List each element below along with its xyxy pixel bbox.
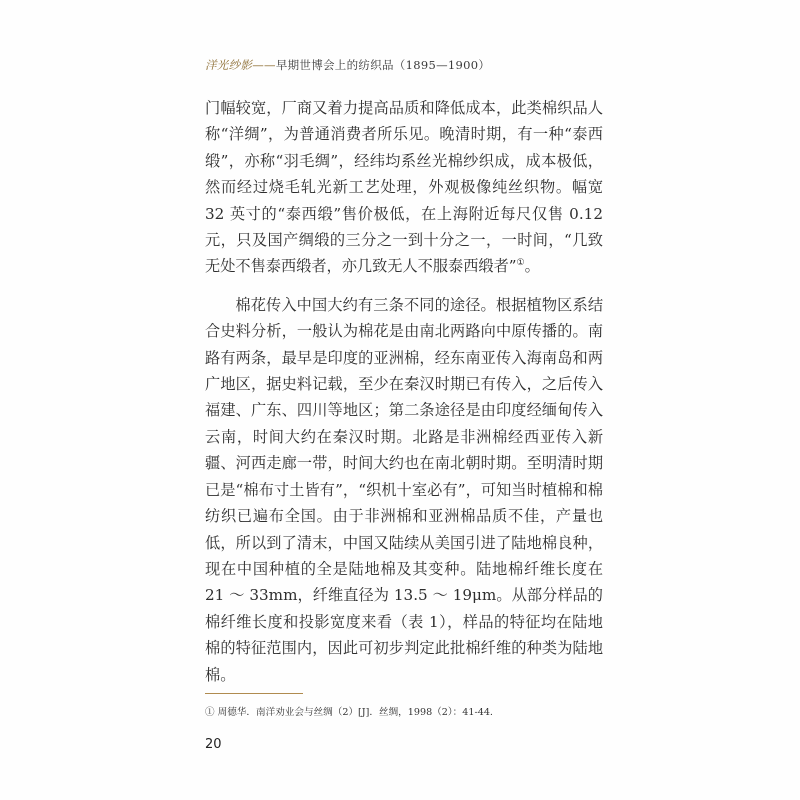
footnote-reference: ① — [516, 258, 525, 269]
chapter-title: 早期世博会上的纺织品（1895—1900） — [275, 58, 491, 72]
running-header — [205, 57, 490, 73]
footnote-divider — [205, 693, 303, 694]
paragraph-1 — [205, 95, 603, 280]
paragraph-2: 棉花传入中国大约有三条不同的途径。根据植物区系结合史料分析，一般认为棉花是由南北两路向中原传播的。南路有两条，最早是印度的亚洲棉，经东南亚传入海南岛和两广地区，据史料记载，至少在秦汉时期已有传入，之后传入福建、广东、四川等地区；第二条途径是由印度经缅甸传入云南，时间大约在秦汉时期。北路是非洲棉经西亚传入新疆、河西走廊一带，时间大约也在南北朝时期。至明清时期已是“棉布寸土皆有”，“织机十室必有”，可知当时植棉和棉纺织已遍布全国。由于非洲棉和亚洲棉品质不佳，产量也低，所以到了清末，中国又陆续从美国引进了陆地棉良种，现在中国种植的全是陆地棉及其变种。陆地棉纤维长度在 21 ～ 33mm，纤维直径为 13.5 ～ 19μm。从部分样品的棉纤维长度和投影宽度来看（表 1），样品的特征均在陆地棉的特征范围内，因此可初步判定此批棉纤维的种类为陆地棉。 — [205, 295, 603, 684]
book-title: 洋光纱影 — [205, 58, 253, 72]
body-text — [205, 95, 603, 688]
paragraph-1-end: 。 — [524, 257, 540, 276]
paragraph-1-text: 门幅较宽，厂商又着力提高品质和降低成本，此类棉织品人称“洋绸”，为普通消费者所乐见。晚清时期，有一种“泰西缎”，亦称“羽毛绸”，经纬均系丝光棉纱织成，成本极低，然而经过烧毛轧光新工艺处理，外观极像纯丝织物。幅宽 32 英寸的“泰西缎”售价极低，在上海附近每尺仅售 0.12 元，只及国产绸缎的三分之一到十分之一，一时间，“几致无处不售泰西缎者，亦几致无人不服泰西缎者” — [205, 99, 603, 276]
header-separator: —— — [252, 58, 276, 72]
footnote: ① 周德华．南洋劝业会与丝绸（2）[J]．丝绸，1998（2）：41-44. — [205, 707, 493, 718]
page-number: 20 — [205, 737, 222, 752]
